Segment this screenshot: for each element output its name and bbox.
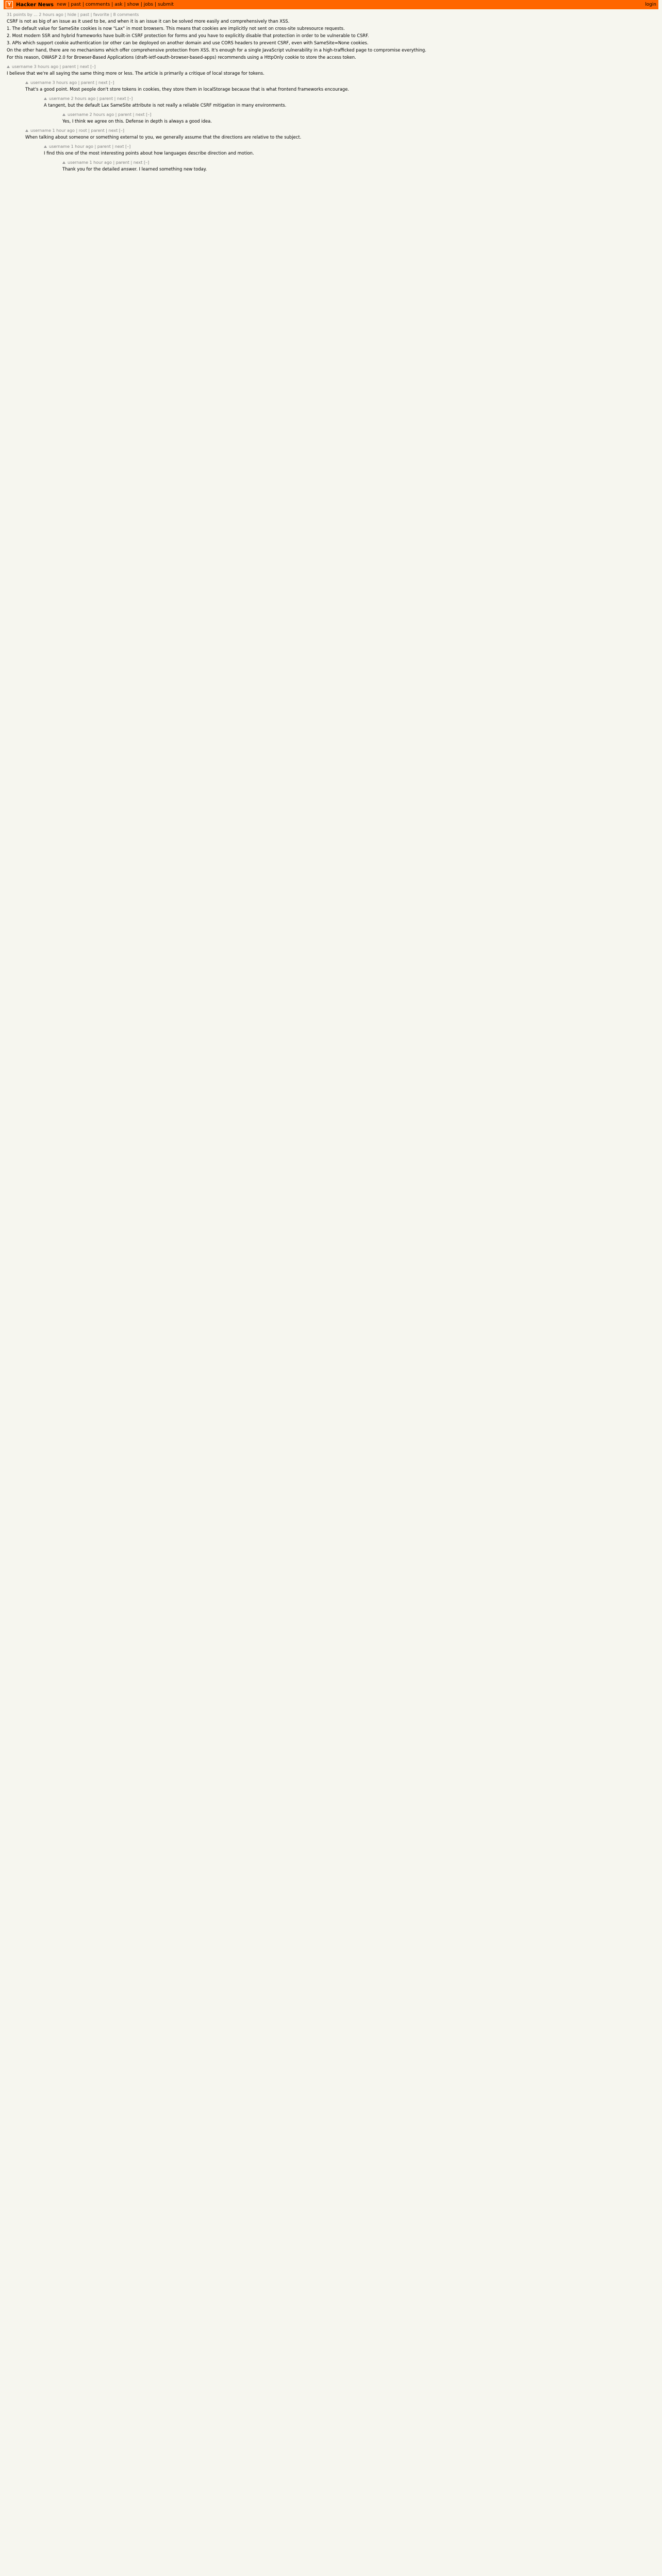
upvote-icon[interactable] (44, 145, 47, 148)
top-navigation: new | past | comments | ask | show | jobs | submit (56, 2, 174, 7)
comment-text: A tangent, but the default Lax SameSite attribute is not really a reliable CSRF mitigation in many environments. (44, 103, 287, 108)
page-content (4, 9, 658, 178)
upvote-icon[interactable] (7, 65, 10, 68)
comment-meta: username 1 hour ago | parent | next [–] (68, 160, 150, 165)
comment-meta: username 1 hour ago | root | parent | next [–] (30, 128, 125, 133)
comment (7, 64, 655, 76)
comment (44, 144, 655, 156)
upvote-icon[interactable] (44, 97, 47, 100)
comment-text: That's a good point. Most people don't store tokens in cookies, they store them in localStorage because that is what frontend frameworks encourage. (25, 87, 350, 92)
upvote-icon[interactable] (25, 129, 28, 132)
upvote-icon[interactable] (62, 161, 65, 164)
comment-meta: username 1 hour ago | parent | next [–] (49, 144, 131, 149)
nav-item-comments[interactable]: comments (85, 2, 110, 7)
comment-meta: username 2 hours ago | parent | next [–] (68, 112, 152, 117)
story-paragraph: 1. The default value for SameSite cookies is now "Lax" in most browsers. This means that cookies are implicitly not sent on cross-site subresource requests. (7, 26, 345, 31)
site-title[interactable]: Hacker News (16, 2, 54, 8)
story-paragraph: 3. APIs which support cookie authentication (or other can be deployed on another domain and use CORS headers to prevent CSRF, even with SameSite=None cookies. (7, 40, 369, 45)
comment-text: Yes, I think we agree on this. Defense in depth is always a good idea. (62, 118, 212, 124)
story-paragraph: 2. Most modern SSR and hybrid frameworks have built-in CSRF protection for forms and you have to explicitly disable that protection in order to be vulnerable to CSRF. (7, 33, 369, 38)
story-paragraph: CSRF is not as big of an issue as it used to be, and when it is an issue it can be solved more easily and comprehensively than XSS. (7, 19, 290, 24)
nav-item-new[interactable]: new (56, 2, 67, 7)
comment (25, 128, 655, 140)
comment-text: I find this one of the most interesting points about how languages describe direction and motion. (44, 150, 254, 156)
upvote-icon[interactable] (62, 113, 65, 116)
site-logo-icon[interactable]: Y (6, 1, 13, 8)
comment-meta: username 2 hours ago | parent | next [–] (49, 96, 133, 101)
login-link[interactable]: login (645, 2, 656, 7)
comment (62, 160, 655, 172)
topbar (4, 0, 658, 9)
nav-item-show[interactable]: show (127, 2, 139, 7)
comment-meta: username 3 hours ago | parent | next [–] (12, 64, 96, 69)
story-paragraph: On the other hand, there are no mechanisms which offer comprehensive protection from XSS. It's enough for a single JavaScript vulnerability in a high-trafficked page to compromise everything. (7, 47, 426, 53)
upvote-icon[interactable] (25, 81, 28, 84)
comment-text: Thank you for the detailed answer. I learned something new today. (62, 166, 207, 172)
comment-meta: username 3 hours ago | parent | next [–] (30, 80, 114, 85)
comment-text: I believe that we're all saying the same thing more or less. The article is primarily a critique of local storage for tokens. (7, 71, 264, 76)
nav-item-jobs[interactable]: jobs (143, 2, 154, 7)
story-paragraph: For this reason, OWASP 2.0 for Browser-Based Applications (draft-ietf-oauth-browser-based-apps) recommends using a HttpOnly cookie to store the access token. (7, 55, 356, 60)
comment-text: When talking about someone or something external to you, we generally assume that the directions are relative to the subject. (25, 134, 302, 140)
story-meta: 31 points by ... 2 hours ago | hide | past | favorite | 8 comments (7, 12, 139, 17)
comment (25, 80, 655, 92)
comment (62, 112, 655, 124)
comment (44, 96, 655, 108)
nav-item-past[interactable]: past (71, 2, 81, 7)
nav-item-submit[interactable]: submit (158, 2, 174, 7)
page-continuation (4, 721, 658, 2576)
nav-item-ask[interactable]: ask (114, 2, 123, 7)
